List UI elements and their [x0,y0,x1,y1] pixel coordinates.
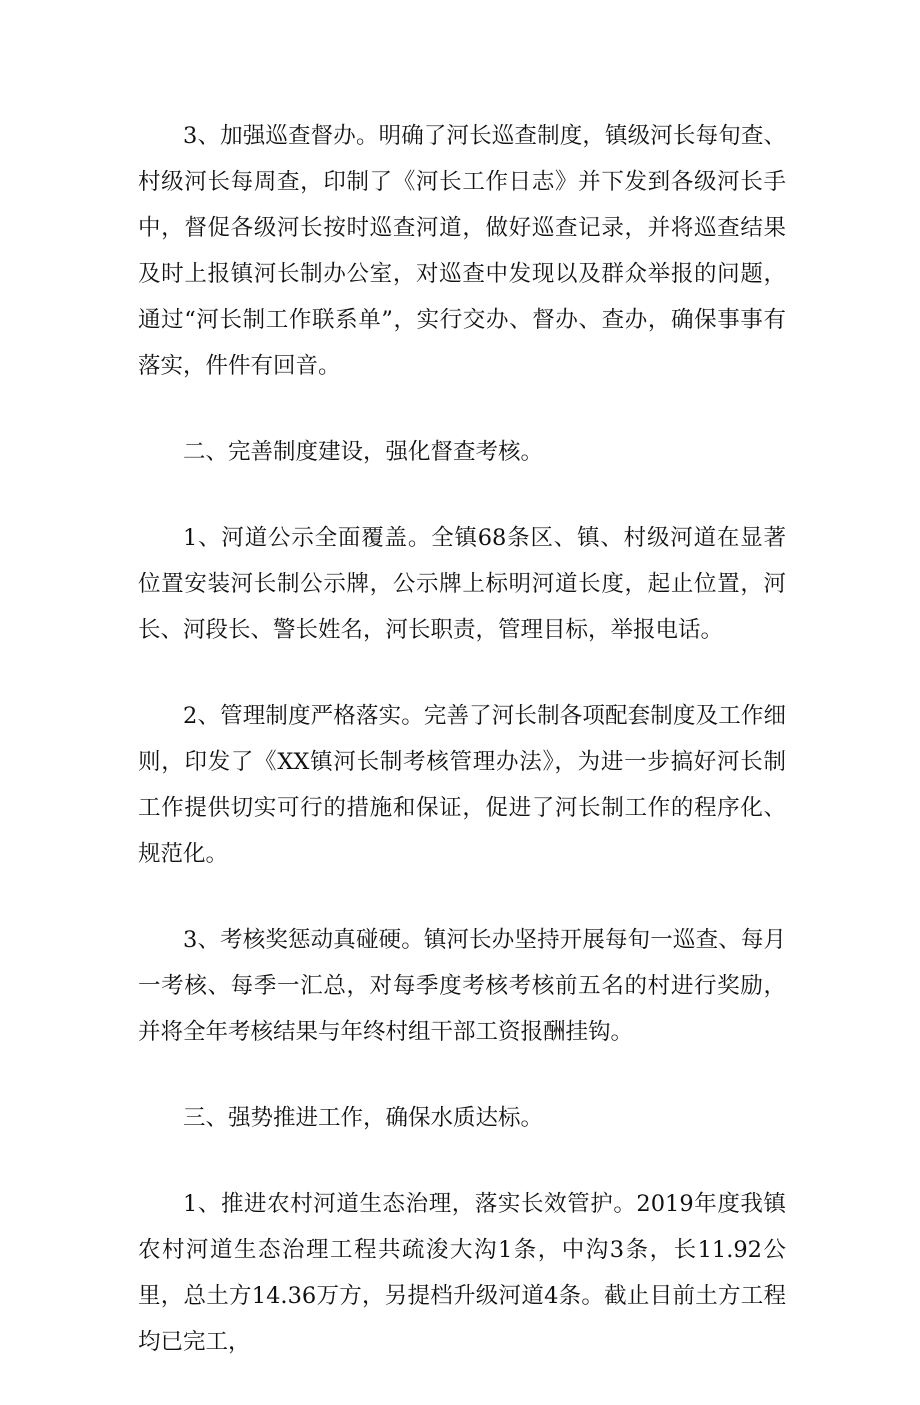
heading-water-quality: 三、强势推进工作，确保水质达标。 [183,1105,544,1131]
paragraph-river-signage: 1、河道公示全面覆盖。全镇68条区、镇、村级河道在显著位置安装河长制公示牌，公示牌上标明河道长度，起止位置，河长、河段长、警长姓名，河长职责，管理目标，举报电话。 [138,525,786,643]
heading-system-building: 二、完善制度建设，强化督查考核。 [183,439,544,465]
paragraph-patrol-supervision: 3、加强巡查督办。明确了河长巡查制度，镇级河长每旬查、村级河长每周查，印制了《河长工作日志》并下发到各级河长手中，督促各级河长按时巡查河道，做好巡查记录，并将巡查结果及时上报镇河长制办公室，对巡查中发现以及群众举报的问题，通过“河长制工作联系单”，实行交办、督办、查办，确保事事有落实，件件有回音。 [138,123,786,379]
paragraph-assessment-rewards: 3、考核奖惩动真碰硬。镇河长办坚持开展每旬一巡查、每月一考核、每季一汇总，对每季度考核考核前五名的村进行奖励，并将全年考核结果与年终村组干部工资报酬挂钩。 [138,927,786,1045]
paragraph-management-system: 2、管理制度严格落实。完善了河长制各项配套制度及工作细则，印发了《XX镇河长制考核管理办法》，为进一步搞好河长制工作提供切实可行的措施和保证，促进了河长制工作的程序化、规范化。 [138,703,786,867]
paragraph-ecological-governance: 1、推进农村河道生态治理，落实长效管护。2019年度我镇农村河道生态治理工程共疏浚大沟1条，中沟3条，长11.92公里，总土方14.36万方，另提档升级河道4条。截止目前土方工程均已完工， [138,1191,786,1355]
document-body [138,113,786,1405]
